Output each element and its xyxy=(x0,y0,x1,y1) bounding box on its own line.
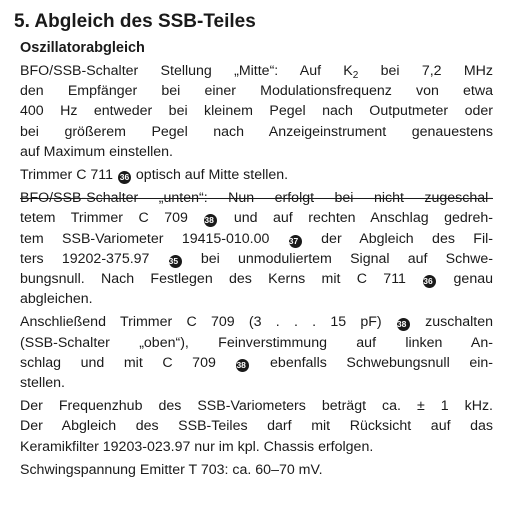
text-span: tetem Trimmer C 709 xyxy=(20,210,188,227)
paragraph-unten xyxy=(20,188,493,309)
paragraph-schwingspannung xyxy=(20,460,493,480)
text-span: bungsnull. Nach Festlegen des Kerns mit C 711 xyxy=(20,271,406,288)
paragraph-anschliessend xyxy=(20,312,493,393)
text-line: 400 Hz entweder bei kleinem Pegel nach Outputmeter oder xyxy=(20,103,493,120)
text-line xyxy=(20,61,493,81)
reference-marker: 36 xyxy=(423,275,436,288)
text-span: bei 7,2 MHz xyxy=(358,63,494,79)
text-span: BFO/SSB-Schalter Stellung „Mitte“: Auf K xyxy=(20,63,353,79)
text-span: schlag und mit C 709 xyxy=(20,354,216,371)
reference-marker: 37 xyxy=(289,235,302,248)
reference-marker: 35 xyxy=(169,255,182,268)
text-span: ters 19202-375.97 xyxy=(20,250,150,267)
text-line xyxy=(20,229,493,249)
subscript: 2 xyxy=(352,70,359,81)
struck-text-line: BFO/SSB-Schalter „unten“: Nun erfolgt bei nicht zugeschal- xyxy=(20,190,493,207)
text-line: Der Abgleich des SSB-Teiles darf mit Rücksicht auf das xyxy=(20,418,493,435)
text-line: (SSB-Schalter „oben“), Feinverstimmung auf linken An- xyxy=(20,334,493,351)
text-span: Trimmer C 711 xyxy=(20,167,114,184)
text-line: Schwingspannung Emitter T 703: ca. 60–70 mV. xyxy=(20,461,323,478)
text-line: bei größerem Pegel nach Anzeigeinstrument genauestens xyxy=(20,123,493,140)
text-line xyxy=(20,165,493,185)
text-line: stellen. xyxy=(20,375,65,392)
text-span: Anschließend Trimmer C 709 (3 . . . 15 pF) xyxy=(20,314,382,331)
reference-marker: 38 xyxy=(236,359,249,372)
text-line: auf Maximum einstellen. xyxy=(20,143,173,160)
text-line: Der Frequenzhub des SSB-Variometers beträgt ca. ± 1 kHz. xyxy=(20,398,493,415)
text-line: den Empfänger bei einer Modulationsfrequenz von etwa xyxy=(20,83,493,100)
text-span: ebenfalls Schwebungsnull ein- xyxy=(250,354,493,371)
paragraph-trimmer xyxy=(20,165,493,185)
text-span: der Abgleich des Fil- xyxy=(302,230,493,247)
text-span: genau xyxy=(437,271,493,288)
text-line xyxy=(20,269,493,289)
section-heading: 5. Abgleich des SSB-Teiles xyxy=(14,11,256,32)
text-span: zuschalten xyxy=(410,314,493,331)
text-span: bei unmoduliertem Signal auf Schwe- xyxy=(182,250,493,267)
text-line xyxy=(20,249,493,269)
paragraph-frequenzhub xyxy=(20,396,493,457)
text-span: und auf rechten Anschlag gedreh- xyxy=(218,210,493,227)
reference-marker: 38 xyxy=(204,214,217,227)
text-line xyxy=(20,353,493,373)
text-line xyxy=(20,208,493,228)
text-line: Keramikfilter 19203-023.97 nur im kpl. Chassis erfolgen. xyxy=(20,438,374,455)
paragraph-oszillator xyxy=(20,61,493,162)
reference-marker: 36 xyxy=(119,172,130,183)
subsection-heading: Oszillatorabgleich xyxy=(20,40,145,56)
text-line xyxy=(20,312,493,332)
reference-marker: 38 xyxy=(397,318,410,331)
text-span: tem SSB-Variometer 19415-010.00 xyxy=(20,230,270,247)
text-line: abgleichen. xyxy=(20,291,93,308)
text-span: optisch auf Mitte stellen. xyxy=(131,167,289,184)
